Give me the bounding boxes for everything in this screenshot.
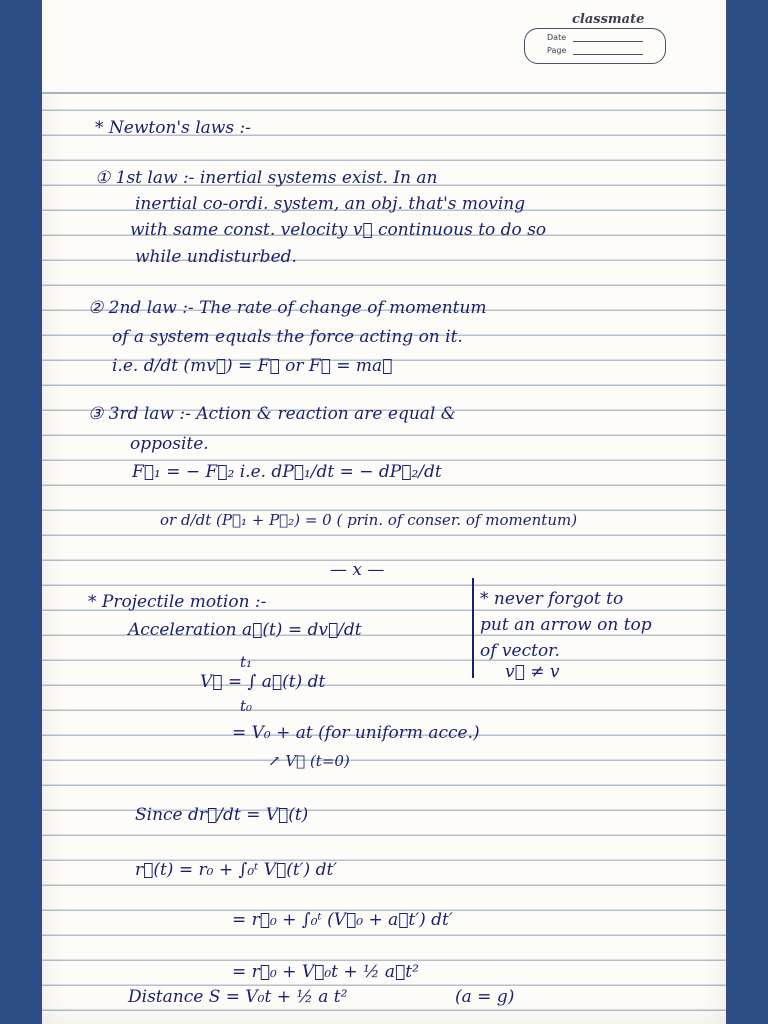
distance-note: (a = g) — [455, 987, 515, 1007]
law1-line1: ① 1st law :- inertial systems exist. In an — [95, 168, 438, 188]
position-eq-3: = r⃗₀ + V⃗₀t + ½ a⃗t² — [232, 962, 419, 982]
law3-line4: or d/dt (P⃗₁ + P⃗₂) = 0 ( prin. of conser. of momentum) — [160, 511, 578, 529]
integral-upper-limit: t₁ — [240, 653, 253, 671]
page-header-band — [42, 0, 726, 94]
date-label: Date — [547, 33, 567, 42]
page-label: Page — [547, 46, 567, 55]
acceleration-line: Acceleration a⃗(t) = dv⃗/dt — [128, 620, 362, 640]
integral-lower-limit: t₀ — [240, 697, 253, 715]
law3-line1: ③ 3rd law :- Action & reaction are equal & — [88, 404, 456, 424]
page-field-line — [573, 54, 643, 55]
velocity-integral: V⃗ = ∫ a⃗(t) dt — [200, 672, 326, 692]
position-eq-1: r⃗(t) = r₀ + ∫₀ᵗ V⃗(t′) dt′ — [135, 860, 338, 880]
law1-line4: while undisturbed. — [135, 247, 297, 267]
side-note-line4: v⃗ ≠ v — [505, 662, 560, 682]
law3-line3: F⃗₁ = − F⃗₂ i.e. dP⃗₁/dt = − dP⃗₂/dt — [132, 462, 442, 482]
initial-velocity-note: ↗ V⃗ (t=0) — [268, 752, 350, 770]
side-note-divider — [472, 578, 474, 678]
side-note-line3: of vector. — [480, 641, 560, 661]
position-eq-2: = r⃗₀ + ∫₀ᵗ (V⃗₀ + a⃗t′) dt′ — [232, 910, 453, 930]
law1-line3: with same const. velocity v⃗ continuous to do so — [130, 220, 547, 240]
since-line: Since dr⃗/dt = V⃗(t) — [135, 805, 309, 825]
law1-line2: inertial co-ordi. system, an obj. that's moving — [135, 194, 526, 214]
notes-title: * Newton's laws :- — [95, 118, 251, 138]
law2-line2: of a system equals the force acting on it. — [112, 327, 463, 347]
distance-eq: Distance S = V₀t + ½ a t² — [128, 987, 348, 1007]
side-note-line2: put an arrow on top — [480, 615, 652, 635]
law2-line3: i.e. d/dt (mv⃗) = F⃗ or F⃗ = ma⃗ — [112, 356, 393, 376]
section-separator: — x — — [330, 560, 385, 580]
brand-logo: classmate — [572, 12, 645, 27]
law2-line1: ② 2nd law :- The rate of change of momentum — [88, 298, 487, 318]
velocity-result: = V₀ + at (for uniform acce.) — [232, 723, 480, 743]
date-field-line — [573, 41, 643, 42]
projectile-title: * Projectile motion :- — [88, 592, 267, 612]
side-note-line1: * never forgot to — [480, 589, 624, 609]
law3-line2: opposite. — [130, 434, 209, 454]
date-page-stamp — [524, 28, 666, 64]
